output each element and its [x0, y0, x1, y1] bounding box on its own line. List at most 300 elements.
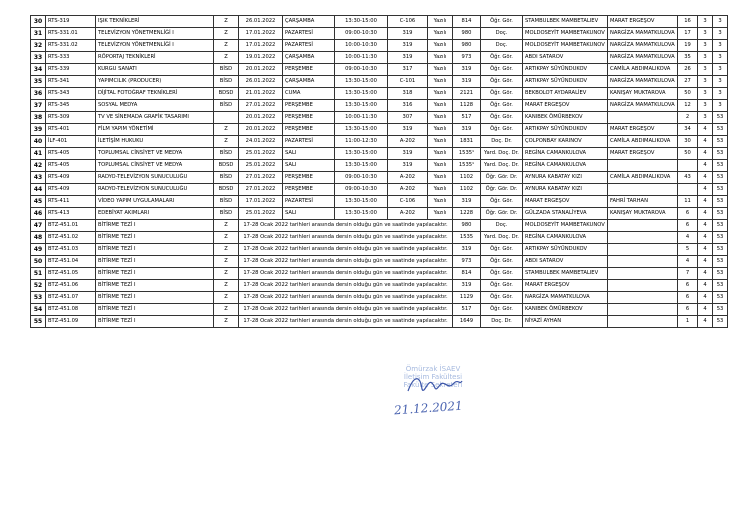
table-row [31, 232, 728, 244]
instructor-name: MOLDOSEYİT MAMBETAKUNOV [523, 28, 608, 40]
exam-date: 27.01.2022 [239, 172, 283, 184]
exam-day: PERŞEMBE [283, 112, 335, 124]
course-name: TV VE SİNEMADA GRAFİK TASARIMI [96, 112, 214, 124]
exam-mode: Yazılı [428, 40, 453, 52]
course-type: Z [214, 52, 239, 64]
year-number: 3 [698, 64, 713, 76]
staff-title: Öğr. Gör. Dr. [481, 172, 523, 184]
student-count: 27 [678, 76, 698, 88]
exam-mode: Yazılı [428, 160, 453, 172]
proctor-name [608, 160, 678, 172]
student-count [678, 160, 698, 172]
table-row [31, 184, 728, 196]
year-number: 3 [698, 52, 713, 64]
course-name: YAPIMCILIK (PRODUCER) [96, 76, 214, 88]
course-name: FİLM YAPIM YÖNETİMİ [96, 124, 214, 136]
instructor-name: BEKBOLOT AYDARALİEV [523, 88, 608, 100]
signature-icon [404, 373, 464, 397]
instructor-name: KANIBEK ÖMÜRBEKOV [523, 112, 608, 124]
student-count: 50 [678, 148, 698, 160]
student-count: 26 [678, 64, 698, 76]
staff-id: 1102 [453, 184, 481, 196]
proctor-name [608, 244, 678, 256]
course-type: Z [214, 256, 239, 268]
table-row [31, 268, 728, 280]
course-type: Z [214, 244, 239, 256]
staff-title: Öğr. Gör. [481, 52, 523, 64]
exam-day: PERŞEMBE [283, 100, 335, 112]
proctor-name: CAMİLA ABDIMALIKOVA [608, 64, 678, 76]
count-total: 53 [713, 148, 728, 160]
table-row [31, 256, 728, 268]
staff-id: 1102 [453, 172, 481, 184]
course-name: DİJİTAL FOTOĞRAF TEKNİKLERİ [96, 88, 214, 100]
stamp-line-2: İletişim Fakültesi [403, 373, 463, 381]
count-total: 53 [713, 268, 728, 280]
staff-id: 973 [453, 256, 481, 268]
proctor-name: FAHRİ TARHAN [608, 196, 678, 208]
course-code: BTZ-451.08 [46, 304, 96, 316]
exam-time: 13:30-15:00 [335, 208, 388, 220]
row-number: 46 [31, 208, 46, 220]
exam-mode: Yazılı [428, 148, 453, 160]
course-type: Z [214, 124, 239, 136]
table-row [31, 112, 728, 124]
course-name: TOPLUMSAL CİNSİYET VE MEDYA [96, 160, 214, 172]
staff-id: 1228 [453, 208, 481, 220]
exam-date: 27.01.2022 [239, 100, 283, 112]
course-name: RADYO-TELEVİZYON SUNUCULUĞU [96, 184, 214, 196]
row-number: 52 [31, 280, 46, 292]
exam-date: 25.01.2022 [239, 148, 283, 160]
staff-title: Öğr. Gör. [481, 196, 523, 208]
exam-day: PAZARTESİ [283, 136, 335, 148]
student-count: 4 [678, 256, 698, 268]
exam-schedule-sheet [30, 15, 727, 328]
exam-schedule-note: 17-28 Ocak 2022 tarihleri arasında dersin olduğu gün ve saatinde yapılacaktır. [239, 244, 453, 256]
course-type: Z [214, 28, 239, 40]
exam-room: 319 [388, 28, 428, 40]
instructor-name: ARTIKPAY SÜYÜNDUKOV [523, 244, 608, 256]
student-count: 1 [678, 316, 698, 328]
exam-day: SALI [283, 208, 335, 220]
exam-date: 20.01.2022 [239, 64, 283, 76]
row-number: 35 [31, 76, 46, 88]
exam-room: A-202 [388, 184, 428, 196]
stamp-line-3: Fakülte Sekreteri [403, 381, 463, 389]
course-type: BİSD [214, 76, 239, 88]
exam-date: 25.01.2022 [239, 160, 283, 172]
course-type: Z [214, 136, 239, 148]
exam-mode: Yazılı [428, 76, 453, 88]
course-type: BDSD [214, 160, 239, 172]
proctor-name: KANIŞAY MUKTAROVA [608, 88, 678, 100]
proctor-name [608, 184, 678, 196]
instructor-name: GÜLZADA STANALİYEVA [523, 208, 608, 220]
count-total: 53 [713, 220, 728, 232]
course-code: RTS-401 [46, 124, 96, 136]
exam-day: PAZARTESİ [283, 40, 335, 52]
table-row [31, 304, 728, 316]
staff-title: Öğr. Gör. [481, 280, 523, 292]
exam-schedule-note: 17-28 Ocak 2022 tarihleri arasında dersin olduğu gün ve saatinde yapılacaktır. [239, 268, 453, 280]
staff-title: Doç. Dr. [481, 136, 523, 148]
course-code: BTZ-451.06 [46, 280, 96, 292]
staff-title: Öğr. Gör. [481, 88, 523, 100]
course-type: BİSD [214, 196, 239, 208]
staff-id: 2121 [453, 88, 481, 100]
course-name: BİTİRME TEZİ I [96, 256, 214, 268]
staff-id: 980 [453, 28, 481, 40]
count-total: 53 [713, 208, 728, 220]
course-type: Z [214, 292, 239, 304]
row-number: 48 [31, 232, 46, 244]
course-code: RTS-341 [46, 76, 96, 88]
student-count: 5 [678, 244, 698, 256]
count-total: 3 [713, 52, 728, 64]
course-name: TELEVİZYON YÖNETMENLİĞİ I [96, 28, 214, 40]
staff-id: 973 [453, 52, 481, 64]
year-number: 4 [698, 268, 713, 280]
row-number: 38 [31, 112, 46, 124]
course-code: BTZ-451.01 [46, 220, 96, 232]
course-type: Z [214, 304, 239, 316]
year-number: 3 [698, 76, 713, 88]
staff-id: 319 [453, 76, 481, 88]
instructor-name: STAMBULBEK MAMBETALIEV [523, 16, 608, 28]
exam-time: 13:30-15:00 [335, 76, 388, 88]
staff-title: Öğr. Gör. [481, 292, 523, 304]
exam-room: 319 [388, 124, 428, 136]
table-row [31, 196, 728, 208]
exam-time: 13:30-15:00 [335, 88, 388, 100]
year-number: 4 [698, 220, 713, 232]
exam-room: A-202 [388, 208, 428, 220]
student-count: 17 [678, 28, 698, 40]
row-number: 31 [31, 28, 46, 40]
count-total: 3 [713, 76, 728, 88]
proctor-name: MARAT ERGEŞOV [608, 124, 678, 136]
staff-id: 814 [453, 268, 481, 280]
row-number: 30 [31, 16, 46, 28]
staff-title: Öğr. Gör. [481, 124, 523, 136]
table-row [31, 292, 728, 304]
year-number: 4 [698, 280, 713, 292]
staff-id: 1535¹ [453, 160, 481, 172]
instructor-name: ARTIKPAY SÜYÜNDUKOV [523, 124, 608, 136]
exam-room: C-106 [388, 16, 428, 28]
table-row [31, 124, 728, 136]
count-total: 53 [713, 124, 728, 136]
proctor-name [608, 304, 678, 316]
student-count: 4 [678, 232, 698, 244]
exam-mode: Yazılı [428, 100, 453, 112]
year-number: 4 [698, 184, 713, 196]
exam-room: A-202 [388, 172, 428, 184]
staff-title: Yard. Doç. Dr. [481, 160, 523, 172]
exam-date: 24.01.2022 [239, 136, 283, 148]
proctor-name [608, 292, 678, 304]
year-number: 3 [698, 28, 713, 40]
exam-room: 319 [388, 52, 428, 64]
staff-id: 319 [453, 124, 481, 136]
staff-title: Doç. [481, 28, 523, 40]
year-number: 4 [698, 304, 713, 316]
exam-time: 09:00-10:30 [335, 28, 388, 40]
instructor-name: MARAT ERGEŞOV [523, 100, 608, 112]
exam-day: PERŞEMBE [283, 124, 335, 136]
staff-title: Öğr. Gör. [481, 112, 523, 124]
count-total: 3 [713, 64, 728, 76]
faculty-stamp [388, 365, 478, 425]
count-total: 53 [713, 304, 728, 316]
table-row [31, 136, 728, 148]
course-code: RTS-409 [46, 184, 96, 196]
exam-mode: Yazılı [428, 124, 453, 136]
exam-time: 09:00-10:30 [335, 172, 388, 184]
exam-room: C-106 [388, 196, 428, 208]
exam-date: 17.01.2022 [239, 196, 283, 208]
exam-mode: Yazılı [428, 88, 453, 100]
course-name: BİTİRME TEZİ I [96, 268, 214, 280]
exam-mode: Yazılı [428, 184, 453, 196]
count-total: 53 [713, 316, 728, 328]
row-number: 44 [31, 184, 46, 196]
staff-id: 1831 [453, 136, 481, 148]
exam-schedule-note: 17-28 Ocak 2022 tarihleri arasında dersin olduğu gün ve saatinde yapılacaktır. [239, 256, 453, 268]
exam-schedule-note: 17-28 Ocak 2022 tarihleri arasında dersin olduğu gün ve saatinde yapılacaktır. [239, 220, 453, 232]
course-type: Z [214, 280, 239, 292]
table-row [31, 16, 728, 28]
instructor-name: MOLDOSEYİT MAMBETAKUNOV [523, 40, 608, 52]
row-number: 39 [31, 124, 46, 136]
row-number: 43 [31, 172, 46, 184]
exam-mode: Yazılı [428, 136, 453, 148]
staff-title: Öğr. Gör. [481, 268, 523, 280]
exam-day: ÇARŞAMBA [283, 52, 335, 64]
row-number: 41 [31, 148, 46, 160]
table-row [31, 88, 728, 100]
course-code: RTS-405 [46, 148, 96, 160]
course-code: RTS-411 [46, 196, 96, 208]
exam-day: PAZARTESİ [283, 196, 335, 208]
staff-title: Doç. [481, 40, 523, 52]
count-total: 3 [713, 40, 728, 52]
staff-title: Öğr. Gör. [481, 256, 523, 268]
proctor-name [608, 112, 678, 124]
course-type: Z [214, 268, 239, 280]
exam-time: 13:30-15:00 [335, 148, 388, 160]
exam-date: 20.01.2022 [239, 124, 283, 136]
count-total: 53 [713, 280, 728, 292]
exam-room: 319 [388, 160, 428, 172]
instructor-name: KANIBEK ÖMÜRBEKOV [523, 304, 608, 316]
count-total: 53 [713, 232, 728, 244]
student-count: 35 [678, 52, 698, 64]
instructor-name: ABDI SATAROV [523, 52, 608, 64]
count-total: 3 [713, 88, 728, 100]
exam-mode: Yazılı [428, 112, 453, 124]
exam-room: A-202 [388, 136, 428, 148]
course-name: BİTİRME TEZİ I [96, 304, 214, 316]
course-name: RADYO-TELEVİZYON SUNUCULUĞU [96, 172, 214, 184]
year-number: 4 [698, 292, 713, 304]
course-code: RTS-345 [46, 100, 96, 112]
row-number: 53 [31, 292, 46, 304]
row-number: 45 [31, 196, 46, 208]
course-name: VİDEO YAPIM UYGULAMALARI [96, 196, 214, 208]
count-total: 3 [713, 28, 728, 40]
table-row [31, 76, 728, 88]
proctor-name: KANIŞAY MUKTAROVA [608, 208, 678, 220]
course-type: Z [214, 232, 239, 244]
row-number: 47 [31, 220, 46, 232]
staff-title: Öğr. Gör. [481, 304, 523, 316]
year-number: 4 [698, 196, 713, 208]
exam-schedule-note: 17-28 Ocak 2022 tarihleri arasında dersin olduğu gün ve saatinde yapılacaktır. [239, 292, 453, 304]
proctor-name: NARGİZA MAMATKULOVA [608, 52, 678, 64]
exam-day: SALI [283, 148, 335, 160]
exam-day: PAZARTESİ [283, 28, 335, 40]
exam-date: 21.01.2022 [239, 88, 283, 100]
staff-title: Doç. Dr. [481, 316, 523, 328]
student-count: 2 [678, 112, 698, 124]
staff-title: Öğr. Gör. Dr. [481, 184, 523, 196]
year-number: 4 [698, 124, 713, 136]
exam-room: 317 [388, 64, 428, 76]
count-total: 53 [713, 136, 728, 148]
exam-day: SALI [283, 160, 335, 172]
row-number: 34 [31, 64, 46, 76]
student-count: 19 [678, 40, 698, 52]
student-count: 30 [678, 136, 698, 148]
table-row [31, 160, 728, 172]
course-code: RTS-405 [46, 160, 96, 172]
exam-schedule-note: 17-28 Ocak 2022 tarihleri arasında dersin olduğu gün ve saatinde yapılacaktır. [239, 304, 453, 316]
year-number: 4 [698, 256, 713, 268]
row-number: 51 [31, 268, 46, 280]
exam-time: 09:00-10:30 [335, 64, 388, 76]
year-number: 4 [698, 172, 713, 184]
table-row [31, 172, 728, 184]
staff-id: 1128 [453, 100, 481, 112]
table-row [31, 40, 728, 52]
exam-room: 307 [388, 112, 428, 124]
instructor-name: MARAT ERGEŞOV [523, 196, 608, 208]
exam-day: CUMA [283, 88, 335, 100]
row-number: 49 [31, 244, 46, 256]
student-count: 43 [678, 172, 698, 184]
exam-room: 319 [388, 40, 428, 52]
proctor-name [608, 280, 678, 292]
staff-id: 319 [453, 280, 481, 292]
course-type: BİSD [214, 148, 239, 160]
course-code: İLF-401 [46, 136, 96, 148]
proctor-name [608, 268, 678, 280]
exam-date: 26.01.2022 [239, 76, 283, 88]
count-total: 3 [713, 16, 728, 28]
year-number: 3 [698, 40, 713, 52]
course-name: BİTİRME TEZİ I [96, 232, 214, 244]
course-code: BTZ-451.05 [46, 268, 96, 280]
course-type [214, 112, 239, 124]
year-number: 4 [698, 244, 713, 256]
exam-time: 10:00-11:30 [335, 52, 388, 64]
staff-title: Öğr. Gör. [481, 244, 523, 256]
table-row [31, 316, 728, 328]
year-number: 3 [698, 88, 713, 100]
staff-id: 319 [453, 196, 481, 208]
proctor-name: NARGİZA MAMATKULOVA [608, 100, 678, 112]
staff-id: 980 [453, 220, 481, 232]
exam-time: 13:30-15:00 [335, 100, 388, 112]
exam-date: 17.01.2022 [239, 28, 283, 40]
instructor-name: ABDI SATAROV [523, 256, 608, 268]
exam-date: 19.01.2022 [239, 52, 283, 64]
exam-time: 13:30-15:00 [335, 160, 388, 172]
course-name: İLETİŞİM HUKUKU [96, 136, 214, 148]
staff-id: 980 [453, 40, 481, 52]
staff-id: 319 [453, 244, 481, 256]
course-type: BİSD [214, 208, 239, 220]
course-type: Z [214, 40, 239, 52]
exam-mode: Yazılı [428, 196, 453, 208]
exam-day: ÇARŞAMBA [283, 16, 335, 28]
student-count [678, 184, 698, 196]
table-row [31, 280, 728, 292]
exam-time: 10:00-11:30 [335, 112, 388, 124]
staff-title: Yard. Doç. Dr. [481, 232, 523, 244]
count-total: 53 [713, 196, 728, 208]
instructor-name: ARTIKPAY SÜYÜNDUKOV [523, 76, 608, 88]
year-number: 3 [698, 100, 713, 112]
exam-room: C-101 [388, 76, 428, 88]
count-total: 53 [713, 112, 728, 124]
table-row [31, 208, 728, 220]
course-code: RTS-339 [46, 64, 96, 76]
course-code: BTZ-451.04 [46, 256, 96, 268]
exam-day: PERŞEMBE [283, 64, 335, 76]
course-name: BİTİRME TEZİ I [96, 244, 214, 256]
course-type: BİSD [214, 64, 239, 76]
proctor-name [608, 256, 678, 268]
row-number: 40 [31, 136, 46, 148]
exam-schedule-note: 17-28 Ocak 2022 tarihleri arasında dersin olduğu gün ve saatinde yapılacaktır. [239, 232, 453, 244]
row-number: 32 [31, 40, 46, 52]
instructor-name: NİYAZİ AYHAN [523, 316, 608, 328]
staff-title: Öğr. Gör. [481, 64, 523, 76]
row-number: 50 [31, 256, 46, 268]
row-number: 33 [31, 52, 46, 64]
count-total: 53 [713, 160, 728, 172]
course-name: IŞIK TEKNİKLERİ [96, 16, 214, 28]
exam-day: ÇARŞAMBA [283, 76, 335, 88]
year-number: 4 [698, 316, 713, 328]
staff-title: Öğr. Gör. [481, 100, 523, 112]
proctor-name: MARAT ERGEŞOV [608, 16, 678, 28]
exam-time: 09:00-10:30 [335, 184, 388, 196]
exam-time: 13:30-15:00 [335, 124, 388, 136]
exam-date: 17.01.2022 [239, 40, 283, 52]
instructor-name: REGİNA CAMANKULOVA [523, 148, 608, 160]
exam-mode: Yazılı [428, 16, 453, 28]
staff-title: Öğr. Gör. [481, 16, 523, 28]
instructor-name: REGİNA CAMANKULOVA [523, 232, 608, 244]
exam-time: 13:30-15:00 [335, 196, 388, 208]
course-code: RTS-333 [46, 52, 96, 64]
exam-schedule-table [30, 15, 728, 328]
staff-id: 517 [453, 304, 481, 316]
